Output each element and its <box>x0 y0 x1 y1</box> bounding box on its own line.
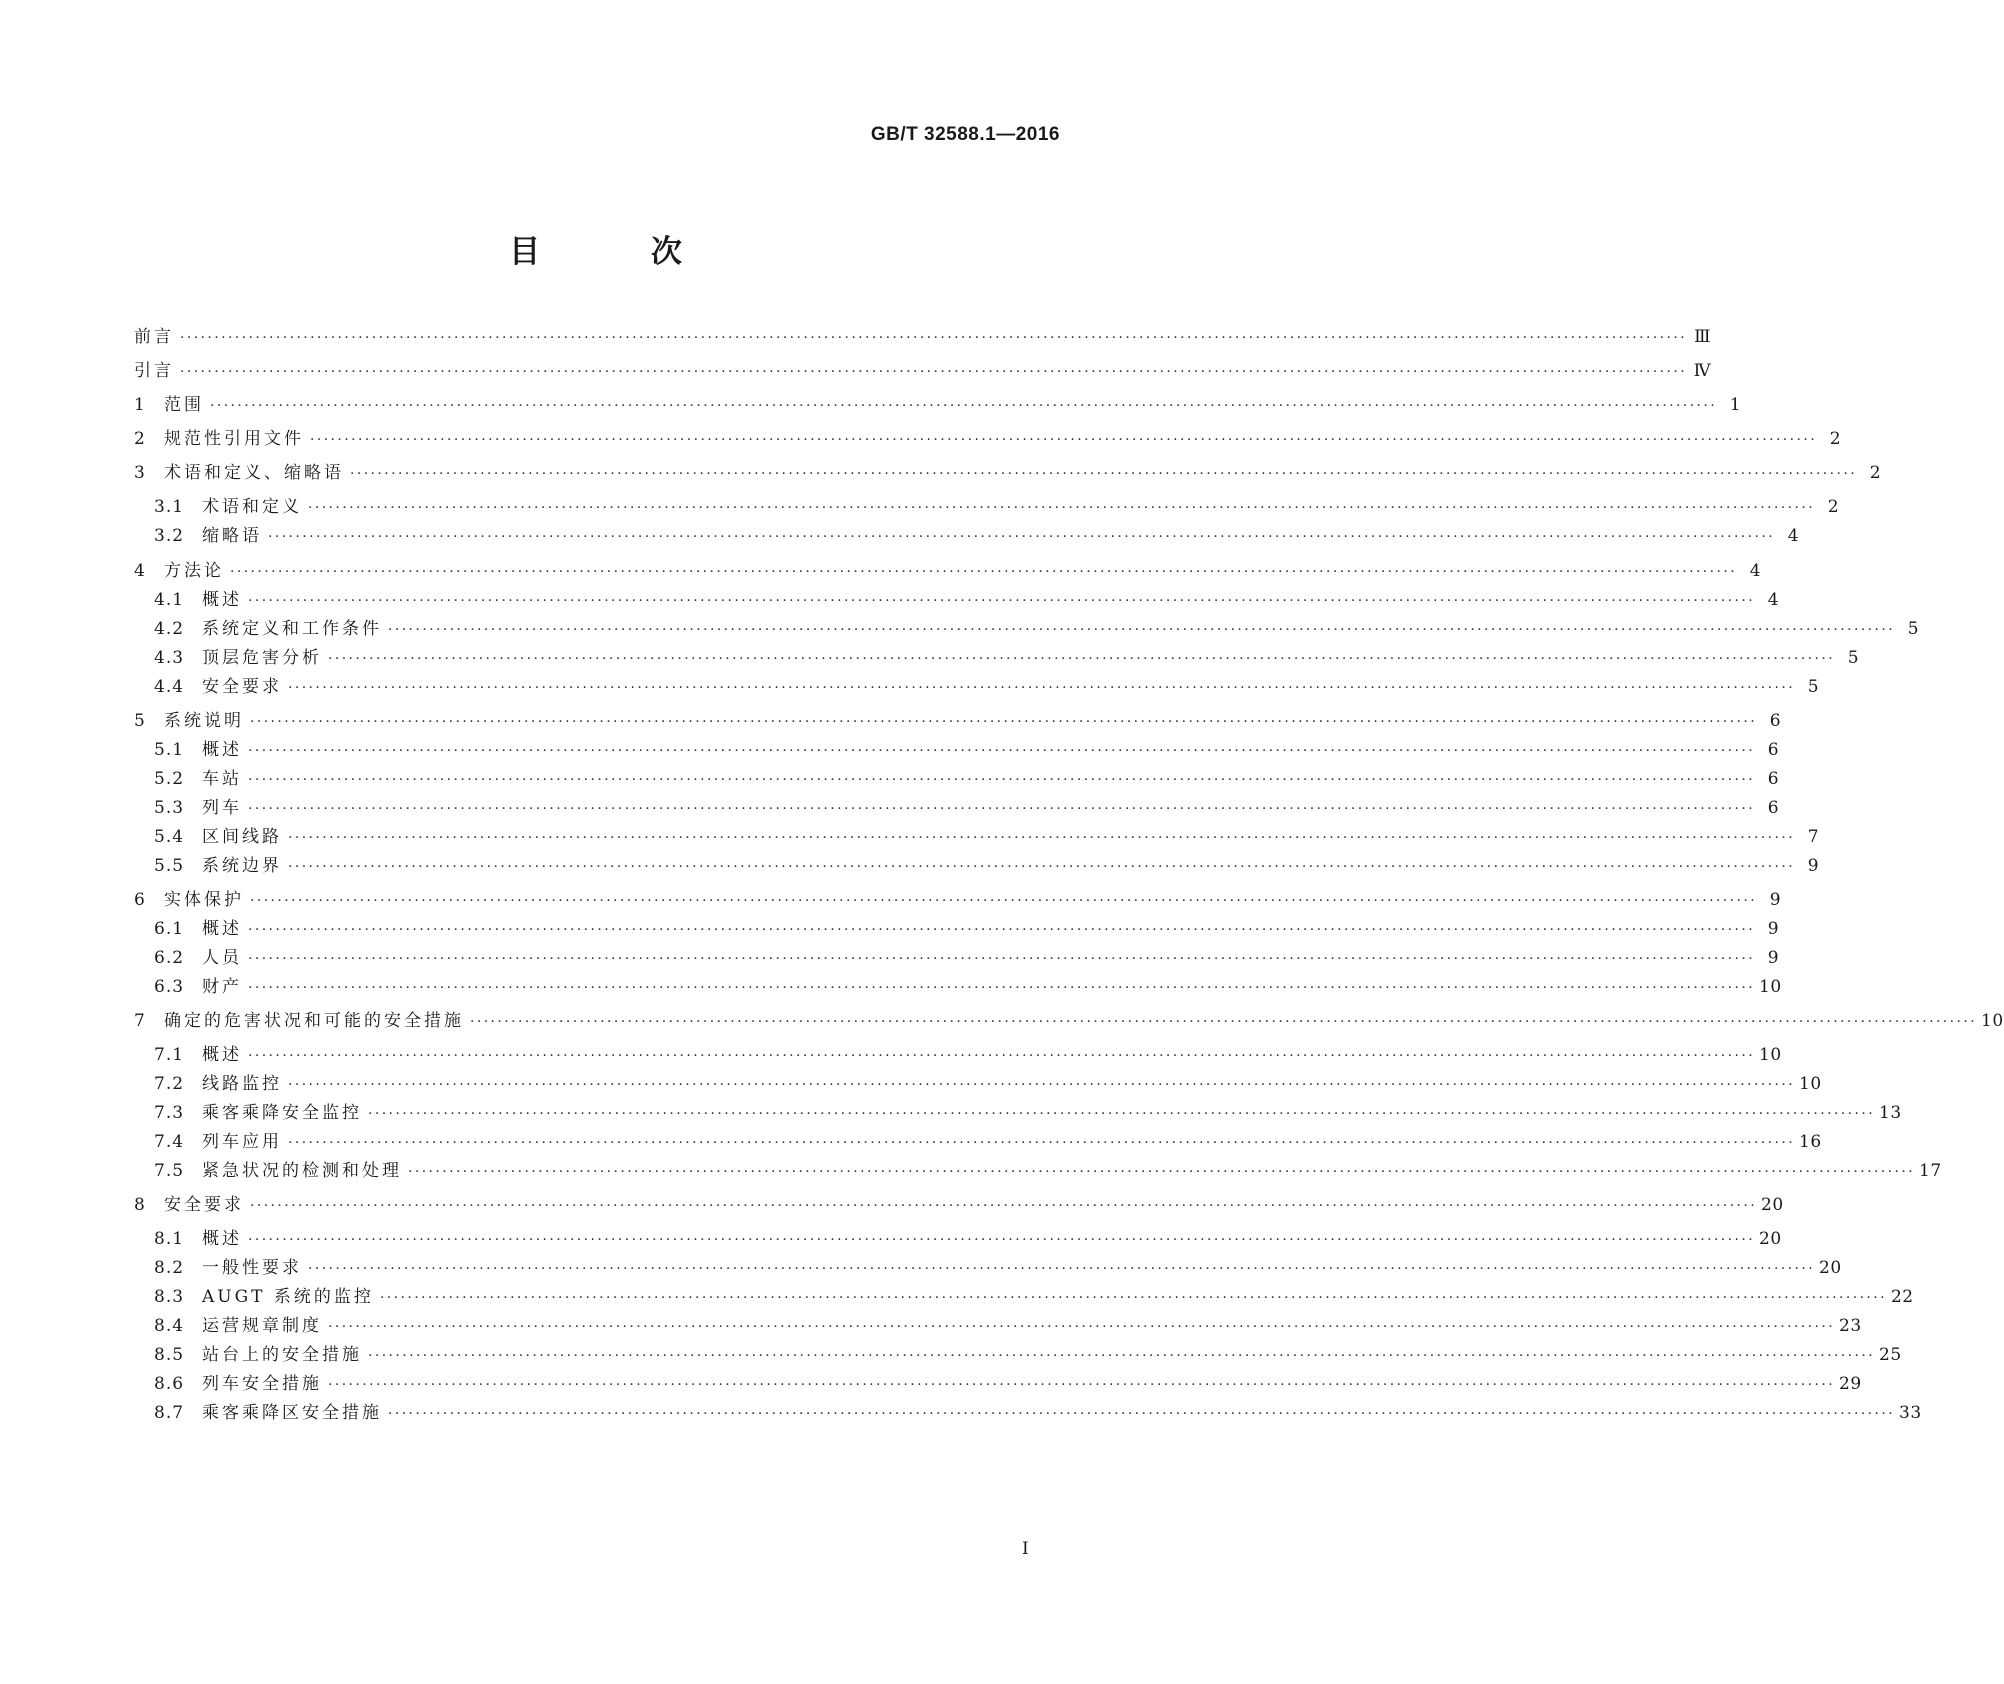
toc-entry-number: 5.5 <box>154 856 185 876</box>
toc-entry[interactable] <box>134 1158 1942 1184</box>
toc-dot-leader: ···························································································································································································································· <box>210 398 1718 414</box>
toc-entry-label: AUGT 系统的监控 <box>202 1287 374 1307</box>
toc-dot-leader: ···························································································································································································································· <box>408 1164 1916 1180</box>
toc-dot-leader: ···························································································································································································································· <box>248 772 1756 788</box>
toc-dot-leader: ···························································································································································································································· <box>328 1377 1836 1393</box>
toc-dot-leader: ···························································································································································································································· <box>288 859 1796 875</box>
toc-entry[interactable] <box>134 1400 1922 1426</box>
toc-entry-label: 系统边界 <box>202 856 282 876</box>
toc-entry-label: 安全要求 <box>202 677 282 697</box>
toc-entry-number: 8 <box>134 1195 146 1215</box>
toc-entry-page: 17 <box>1919 1161 1942 1181</box>
toc-entry[interactable] <box>134 1371 1862 1397</box>
standard-number: GB/T 32588.1—2016 <box>870 124 1060 145</box>
toc-entry-page: 10 <box>1759 1045 1782 1065</box>
toc-entry-page: 10 <box>1799 1074 1822 1094</box>
toc-entry-page: Ⅲ <box>1694 327 1712 347</box>
toc-entry-label: 安全要求 <box>164 1195 244 1215</box>
toc-dot-leader: ···························································································································································································································· <box>230 564 1738 580</box>
toc-entry[interactable] <box>134 887 1782 913</box>
toc-entry[interactable] <box>134 945 1780 971</box>
toc-dot-leader: ···························································································································································································································· <box>308 500 1816 516</box>
toc-entry-number: 3 <box>134 463 146 483</box>
toc-entry-page: 25 <box>1879 1345 1902 1365</box>
toc-dot-leader: ···························································································································································································································· <box>368 1106 1876 1122</box>
toc-dot-leader: ···························································································································································································································· <box>288 680 1796 696</box>
toc-entry-page: 1 <box>1729 395 1742 415</box>
toc-dot-leader: ···························································································································································································································· <box>250 1198 1758 1214</box>
toc-dot-leader: ···························································································································································································································· <box>328 1319 1836 1335</box>
toc-entry-label: 概述 <box>202 1045 242 1065</box>
toc-dot-leader: ···························································································································································································································· <box>310 432 1818 448</box>
toc-entry-page: Ⅳ <box>1693 361 1712 381</box>
toc-entry[interactable] <box>134 1342 1902 1368</box>
toc-entry-number: 1 <box>134 395 146 415</box>
toc-dot-leader: ···························································································································································································································· <box>368 1348 1876 1364</box>
toc-entry-number: 6.2 <box>154 948 185 968</box>
toc-dot-leader: ···························································································································································································································· <box>288 830 1796 846</box>
toc-entry[interactable] <box>134 1284 1914 1310</box>
toc-dot-leader: ···························································································································································································································· <box>350 466 1858 482</box>
toc-entry-number: 8.3 <box>154 1287 185 1307</box>
toc-entry-number: 6.1 <box>154 919 185 939</box>
toc-dot-leader: ···························································································································································································································· <box>248 743 1756 759</box>
toc-entry-page: 9 <box>1769 890 1782 910</box>
toc-dot-leader: ···························································································································································································································· <box>388 622 1896 638</box>
toc-entry-page: 6 <box>1767 769 1780 789</box>
toc-entry-number: 6.3 <box>154 977 185 997</box>
toc-entry-number: 4.2 <box>154 619 185 639</box>
toc-entry[interactable] <box>134 587 1780 613</box>
toc-entry[interactable] <box>134 558 1762 584</box>
toc-entry-label: 概述 <box>202 1229 242 1249</box>
toc-entry-page: 6 <box>1767 798 1780 818</box>
toc-entry-label: 方法论 <box>164 561 224 581</box>
toc-entry-label: 紧急状况的检测和处理 <box>202 1161 402 1181</box>
toc-entry-number: 7.5 <box>154 1161 185 1181</box>
toc-entry-number: 4.4 <box>154 677 185 697</box>
toc-entry-number: 3.1 <box>154 497 185 517</box>
toc-entry-number: 7.2 <box>154 1074 185 1094</box>
toc-entry-label: 列车 <box>202 798 242 818</box>
toc-dot-leader: ···························································································································································································································· <box>250 714 1758 730</box>
toc-entry[interactable] <box>134 708 1782 734</box>
toc-entry[interactable] <box>134 645 1860 671</box>
toc-entry-number: 5.3 <box>154 798 185 818</box>
toc-entry-page: 9 <box>1807 856 1820 876</box>
toc-entry-label: 规范性引用文件 <box>164 429 304 449</box>
toc-entry-label: 术语和定义 <box>202 497 302 517</box>
toc-entry-number: 8.4 <box>154 1316 185 1336</box>
toc-entry-number: 8.6 <box>154 1374 185 1394</box>
toc-entry-page: 22 <box>1890 1287 1914 1307</box>
toc-entry-page: 4 <box>1767 590 1780 610</box>
toc-entry-label: 前言 <box>134 327 174 347</box>
toc-entry-label: 人员 <box>202 948 242 968</box>
toc-entry-label: 缩略语 <box>202 526 262 546</box>
page-title: 目 次 <box>509 234 732 270</box>
toc-entry-number: 7.4 <box>154 1132 185 1152</box>
toc-entry[interactable] <box>134 1313 1862 1339</box>
toc-entry-label: 系统定义和工作条件 <box>202 619 382 639</box>
toc-entry-label: 运营规章制度 <box>202 1316 322 1336</box>
toc-entry-page: 6 <box>1769 711 1782 731</box>
toc-entry-label: 范围 <box>164 395 204 415</box>
toc-entry[interactable] <box>134 853 1820 879</box>
toc-entry[interactable] <box>134 1042 1782 1068</box>
toc-entry[interactable] <box>134 1129 1822 1155</box>
toc-entry[interactable] <box>134 974 1782 1000</box>
toc-entry-page: 2 <box>1869 463 1882 483</box>
toc-entry-label: 乘客乘降安全监控 <box>202 1103 362 1123</box>
toc-entry-page: 10 <box>1759 977 1782 997</box>
toc-entry-page: 9 <box>1767 948 1780 968</box>
toc-entry-label: 车站 <box>202 769 242 789</box>
toc-entry-number: 4.3 <box>154 648 185 668</box>
toc-entry-page: 5 <box>1807 677 1820 697</box>
toc-entry-page: 13 <box>1879 1103 1902 1123</box>
toc-dot-leader: ···························································································································································································································· <box>248 980 1756 996</box>
toc-entry-page: 2 <box>1827 497 1840 517</box>
toc-entry[interactable] <box>134 737 1780 763</box>
toc-entry-label: 列车应用 <box>202 1132 282 1152</box>
toc-entry[interactable] <box>134 494 1840 520</box>
toc-entry[interactable] <box>134 766 1780 792</box>
footer-page-number: I <box>1022 1539 1029 1559</box>
toc-dot-leader: ···························································································································································································································· <box>308 1261 1816 1277</box>
toc-entry-number: 2 <box>134 429 146 449</box>
toc-entry[interactable] <box>134 1255 1842 1281</box>
toc-entry[interactable] <box>134 523 1800 549</box>
toc-entry-page: 23 <box>1839 1316 1862 1336</box>
toc-entry[interactable] <box>134 916 1780 942</box>
toc-entry-number: 4 <box>134 561 146 581</box>
toc-entry[interactable] <box>134 324 1712 350</box>
toc-entry[interactable] <box>134 1192 1784 1218</box>
toc-entry-page: 10 <box>1981 1011 2004 1031</box>
toc-entry-page: 4 <box>1787 526 1800 546</box>
toc-entry-number: 8.2 <box>154 1258 185 1278</box>
toc-dot-leader: ···························································································································································································································· <box>379 1290 1887 1306</box>
toc-entry-label: 概述 <box>202 740 242 760</box>
toc-entry-page: 16 <box>1799 1132 1822 1152</box>
toc-dot-leader: ···························································································································································································································· <box>248 593 1756 609</box>
toc-entry-page: 20 <box>1761 1195 1784 1215</box>
toc-entry-page: 4 <box>1749 561 1762 581</box>
toc-entry[interactable] <box>134 460 1882 486</box>
toc-dot-leader: ···························································································································································································································· <box>248 922 1756 938</box>
toc-entry-page: 33 <box>1899 1403 1922 1423</box>
toc-entry[interactable] <box>134 795 1780 821</box>
toc-entry-label: 线路监控 <box>202 1074 282 1094</box>
toc-entry-label: 一般性要求 <box>202 1258 302 1278</box>
toc-entry-label: 乘客乘降区安全措施 <box>202 1403 382 1423</box>
toc-entry-label: 确定的危害状况和可能的安全措施 <box>164 1011 464 1031</box>
toc-entry-label: 系统说明 <box>164 711 244 731</box>
toc-entry-number: 5.4 <box>154 827 185 847</box>
toc-entry-page: 29 <box>1839 1374 1862 1394</box>
toc-entry-page: 7 <box>1807 827 1820 847</box>
toc-entry-page: 9 <box>1767 919 1780 939</box>
toc-entry-label: 概述 <box>202 919 242 939</box>
toc-dot-leader: ···························································································································································································································· <box>250 893 1758 909</box>
toc-entry-number: 6 <box>134 890 146 910</box>
toc-entry[interactable] <box>134 358 1712 384</box>
toc-entry-number: 7.3 <box>154 1103 185 1123</box>
toc-dot-leader: ···························································································································································································································· <box>248 951 1756 967</box>
toc-entry-number: 8.1 <box>154 1229 185 1249</box>
toc-entry-label: 实体保护 <box>164 890 244 910</box>
toc-entry-number: 5.1 <box>154 740 185 760</box>
toc-dot-leader: ···························································································································································································································· <box>470 1014 1978 1030</box>
toc-entry[interactable] <box>134 426 1842 452</box>
toc-entry-number: 4.1 <box>154 590 185 610</box>
toc-dot-leader: ···························································································································································································································· <box>248 1048 1756 1064</box>
toc-entry-label: 区间线路 <box>202 827 282 847</box>
toc-dot-leader: ···························································································································································································································· <box>180 330 1688 346</box>
toc-dot-leader: ···························································································································································································································· <box>268 529 1776 545</box>
toc-entry[interactable] <box>134 616 1920 642</box>
toc-entry[interactable] <box>134 824 1820 850</box>
toc-entry[interactable] <box>134 1100 1902 1126</box>
toc-entry-page: 6 <box>1767 740 1780 760</box>
toc-entry-page: 5 <box>1907 619 1920 639</box>
toc-entry-number: 7.1 <box>154 1045 185 1065</box>
toc-entry-label: 术语和定义、缩略语 <box>164 463 344 483</box>
toc-entry[interactable] <box>134 674 1820 700</box>
toc-entry-number: 3.2 <box>154 526 185 546</box>
toc-entry-number: 5.2 <box>154 769 185 789</box>
toc-entry-label: 顶层危害分析 <box>202 648 322 668</box>
toc-dot-leader: ···························································································································································································································· <box>288 1135 1796 1151</box>
toc-entry[interactable] <box>134 392 1742 418</box>
toc-entry[interactable] <box>134 1226 1782 1252</box>
toc-dot-leader: ···························································································································································································································· <box>288 1077 1796 1093</box>
toc-entry-label: 引言 <box>134 361 174 381</box>
toc-entry-number: 5 <box>134 711 146 731</box>
toc-entry-page: 2 <box>1829 429 1842 449</box>
toc-entry-number: 8.5 <box>154 1345 185 1365</box>
toc-entry-label: 概述 <box>202 590 242 610</box>
toc-dot-leader: ···························································································································································································································· <box>248 801 1756 817</box>
toc-entry-label: 列车安全措施 <box>202 1374 322 1394</box>
toc-entry[interactable] <box>134 1071 1822 1097</box>
toc-dot-leader: ···························································································································································································································· <box>328 651 1836 667</box>
toc-entry[interactable] <box>134 1008 2004 1034</box>
toc-dot-leader: ···························································································································································································································· <box>388 1406 1896 1422</box>
toc-dot-leader: ···························································································································································································································· <box>248 1232 1756 1248</box>
toc-entry-page: 5 <box>1847 648 1860 668</box>
toc-entry-label: 财产 <box>202 977 242 997</box>
toc-entry-number: 8.7 <box>154 1403 185 1423</box>
toc-entry-page: 20 <box>1759 1229 1782 1249</box>
toc-entry-page: 20 <box>1819 1258 1842 1278</box>
toc-entry-number: 7 <box>134 1011 146 1031</box>
toc-entry-label: 站台上的安全措施 <box>202 1345 362 1365</box>
toc-dot-leader: ···························································································································································································································· <box>180 364 1688 380</box>
